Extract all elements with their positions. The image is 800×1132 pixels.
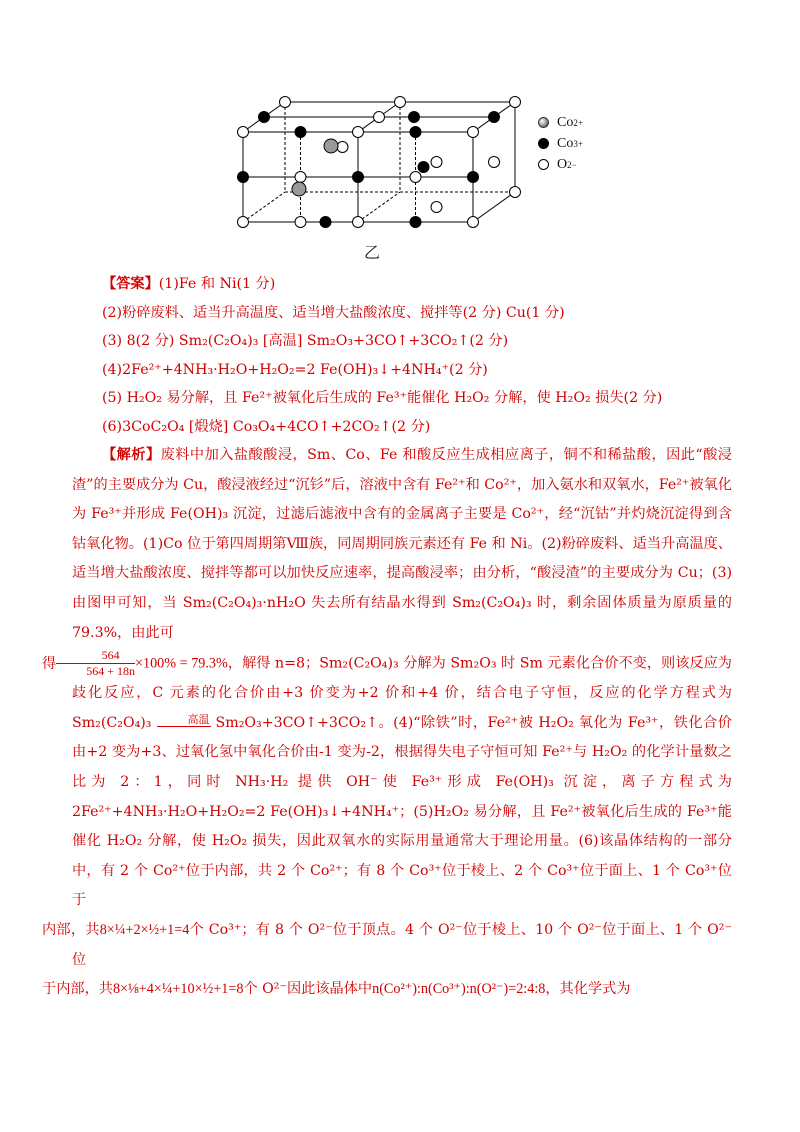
analysis-paragraph bbox=[42, 441, 732, 1005]
mass-fraction bbox=[56, 648, 135, 679]
analysis-text-4c: ，其化学式为 bbox=[545, 981, 631, 998]
o2-atom bbox=[431, 157, 442, 168]
o2-atom bbox=[337, 142, 348, 153]
analysis-text-2c: ，解得 n=8；Sm₂(C₂O₄)₃ 分解为 Sm₂O₃ 时 Sm 元素化合价不变，则该反应为歧化反应，C 元素的化合价由+3 价变为+2 价和+4 价，结合电子守恒，反应的化学方程式为 Sm₂(C₂O₄)₃ bbox=[72, 655, 732, 731]
figure-legend bbox=[538, 112, 583, 175]
crystal-structure-figure bbox=[230, 88, 570, 263]
o2-atom bbox=[395, 97, 406, 108]
o2-atom bbox=[410, 172, 421, 183]
co2-atom bbox=[324, 139, 338, 153]
fraction-denominator: 564 + 18n bbox=[86, 664, 135, 679]
legend-label: Co bbox=[557, 114, 574, 130]
black-dot-icon bbox=[538, 138, 549, 149]
o2-atom bbox=[431, 202, 442, 213]
co3-atom bbox=[295, 127, 306, 138]
answer-line-4: (4)2Fe²⁺+4NH₃·H₂O+H₂O₂=2 Fe(OH)₃↓+4NH₄⁺(2 分) bbox=[102, 361, 488, 378]
answer-line-1 bbox=[72, 270, 732, 299]
answer-line-5: (5) H₂O₂ 易分解，且 Fe²⁺被氧化后生成的 Fe³⁺能催化 H₂O₂ 分解，使 H₂O₂ 损失(2 分) bbox=[102, 390, 663, 406]
o2-atom bbox=[295, 172, 306, 183]
o2-atom bbox=[353, 127, 364, 138]
fraction-tail: ×100% = 79.3% bbox=[134, 655, 228, 672]
answer-line-2: (2)粉碎废料、适当升高温度、适当增大盐酸浓度、搅拌等(2 分) Cu(1 分) bbox=[102, 304, 565, 321]
figure-caption: 乙 bbox=[364, 243, 381, 262]
legend-o2 bbox=[538, 154, 583, 175]
o2-atom bbox=[468, 217, 479, 228]
ion-ratio-formula: n(Co²⁺):n(Co³⁺):n(O²⁻)=2:4:8 bbox=[372, 981, 546, 998]
answer-line-6: (6)3CoC₂O₄ [煅烧] Co₃O₄+4CO↑+2CO₂↑(2 分) bbox=[102, 418, 431, 435]
analysis-text-4b: 个 O²⁻因此该晶体中 bbox=[243, 981, 373, 998]
co3-atom bbox=[320, 217, 331, 228]
analysis-text-2a: 得 bbox=[42, 655, 57, 672]
lattice-edge bbox=[243, 192, 285, 222]
lattice-edge bbox=[473, 192, 515, 222]
analysis-text-2d: Sm₂O₃+3CO↑+3CO₂↑。(4)“除铁”时，Fe²⁺被 H₂O₂ 氧化为 Fe³⁺，铁化合价由+2 变为+3、过氧化氢中氧化合价由-1 变为-2，根据得失电子守恒可知 Fe²⁺与 H₂O₂ 的化学计量数之比为 2：1，同时 NH₃·H₂ 提供 OH⁻使 Fe³⁺形成 Fe(OH)₃ 沉淀，离子方程式为 2Fe²⁺+4NH₃·H₂O+H₂O₂=2 Fe(OH)₃↓+4NH₄⁺；(5)H₂O₂ 易分解，且 Fe²⁺被氧化后生成的 Fe³⁺能催化 H₂O₂ 分解，使 H₂O₂ 损失，因此双氧水的实际用量通常大于理论用量。(6)该晶体结构的一部分中，有 2 个 Co²⁺位于内部，共 2 个 Co²⁺；有 8 个 Co³⁺位于棱上、2 个 Co³⁺位于面上、1 个 Co³⁺位于 bbox=[72, 714, 732, 909]
o2-atom bbox=[280, 97, 291, 108]
o2-atom bbox=[238, 127, 249, 138]
co3-atom bbox=[410, 217, 421, 228]
co3-count-formula: 8×¼+2×½+1=4 bbox=[99, 922, 190, 938]
o2-atom bbox=[489, 157, 500, 168]
o2-atom bbox=[468, 127, 479, 138]
o2-atom bbox=[510, 187, 521, 198]
co3-atom bbox=[418, 162, 429, 173]
o2-atom bbox=[510, 97, 521, 108]
answer-line-3: (3) 8(2 分) Sm₂(C₂O₄)₃ [高温] Sm₂O₃+3CO↑+3CO₂↑(2 分) bbox=[102, 333, 509, 349]
legend-charge: 3+ bbox=[573, 138, 583, 149]
co3-atom bbox=[409, 112, 420, 123]
solution-content bbox=[42, 270, 732, 1005]
co3-atom bbox=[468, 172, 479, 183]
legend-co3 bbox=[538, 133, 583, 154]
white-circle-icon bbox=[538, 159, 549, 170]
co3-atom bbox=[489, 112, 500, 123]
answer-tag: 【答案】 bbox=[102, 276, 159, 292]
analysis-text-4a: 于内部，共 bbox=[42, 981, 113, 998]
legend-charge: 2+ bbox=[573, 117, 583, 128]
analysis-text-3a: 内部，共 bbox=[42, 922, 100, 938]
gray-sphere-icon bbox=[538, 117, 549, 128]
analysis-text-3b: 个 Co³⁺；有 8 个 O²⁻位于顶点。4 个 O²⁻位于棱上、10 个 O²⁻位于面上、1 个 O²⁻位 bbox=[72, 922, 732, 968]
o2-atom bbox=[295, 217, 306, 228]
legend-label: Co bbox=[557, 135, 574, 151]
fraction-numerator: 564 bbox=[56, 648, 135, 664]
co3-atom bbox=[259, 112, 270, 123]
legend-charge: 2− bbox=[567, 159, 577, 170]
co3-atom bbox=[353, 172, 364, 183]
o2-atom bbox=[353, 217, 364, 228]
lattice-edge bbox=[358, 192, 400, 222]
legend-co2 bbox=[538, 112, 583, 133]
crystal-lattice-diagram bbox=[230, 88, 570, 263]
o2-count-formula: 8×⅛+4×¼+10×½+1=8 bbox=[112, 981, 244, 998]
legend-label: O bbox=[557, 156, 568, 172]
co3-atom bbox=[410, 127, 421, 138]
o2-atom bbox=[238, 217, 249, 228]
o2-atom bbox=[374, 112, 385, 123]
co3-atom bbox=[238, 172, 249, 183]
high-temp-condition: 高温 bbox=[157, 714, 211, 727]
analysis-text-1: 废料中加入盐酸酸浸，Sm、Co、Fe 和酸反应生成相应离子，铜不和稀盐酸，因此“酸浸渣”的主要成分为 Cu，酸浸液经过“沉钐”后，溶液中含有 Fe²⁺和 Co²⁺，加入氨水和双氧水，Fe²⁺被氧化为 Fe³⁺并形成 Fe(OH)₃ 沉淀，过滤后滤液中含有的金属离子主要是 Co²⁺，经“沉钴”并灼烧沉淀得到含钴氧化物。(1)Co 位于第四周期第Ⅷ族，同周期同族元素还有 Fe 和 Ni。(2)粉碎废料、适当升高温度、适当增大盐酸浓度、搅拌等都可以加快反应速率，提高酸浸率；由分析，“酸浸渣”的主要成分为 Cu；(3)由图甲可知，当 Sm₂(C₂O₄)₃·nH₂O 失去所有结晶水得到 Sm₂(C₂O₄)₃ 时，剩余固体质量为原质量的 79.3%，由此可 bbox=[72, 447, 732, 641]
answer-text: (1)Fe 和 Ni(1 分) bbox=[158, 276, 276, 292]
analysis-tag: 【解析】 bbox=[102, 447, 161, 463]
co2-atom bbox=[292, 182, 306, 196]
